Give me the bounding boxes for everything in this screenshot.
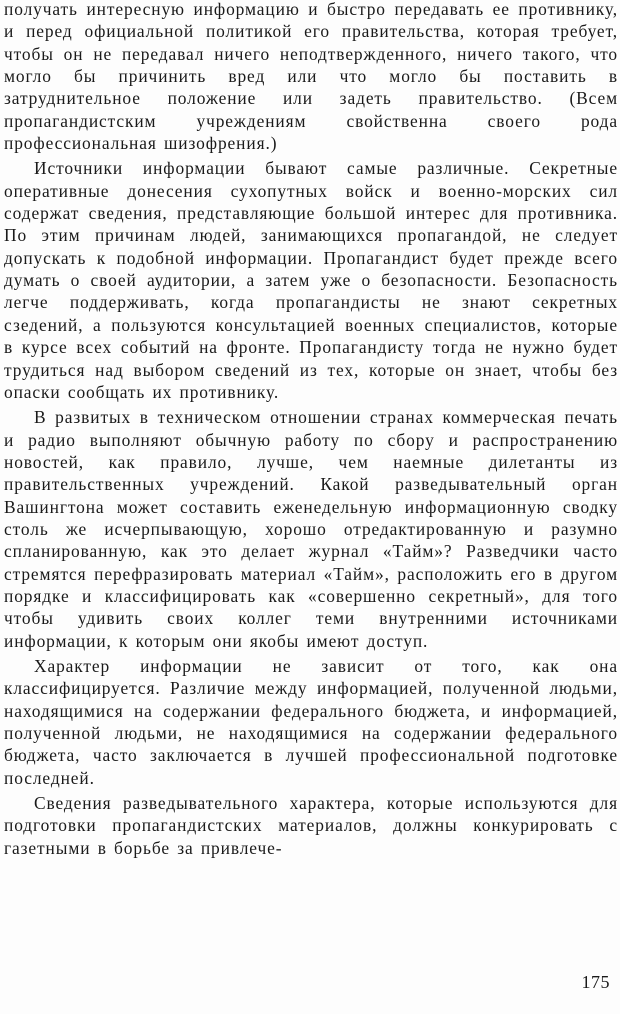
paragraph-2: Источники информации бывают самые различные. Секретные оперативные донесения сухопутных войск и военно-морских сил содержат сведения, представляющие большой интерес для противника. По этим причинам людей, занимающихся пропагандой, не следует допускать к подобной информации. Пропагандист будет прежде всего думать о своей аудитории, а затем уже о безопасности. Безопасность легче поддерживать, когда пропагандисты не знают секретных сзедений, а пользуются консультацией военных специалистов, которые в курсе всех событий на фронте. Пропагандисту тогда не нужно будет трудиться над выбором сведений из тех, которые он знает, чтобы без опаски сообщать их противнику. <box>4 158 618 402</box>
paragraph-4: Характер информации не зависит от того, как она классифицируется. Различие между информацией, полученной людьми, находящимися на содержании федерального бюджета, и информацией, полученной людьми, не находящимися на содержании федерального бюджета, часто заключается в лучшей профессиональной подготовке последней. <box>4 655 618 788</box>
paragraph-3: В развитых в техническом отношении странах коммерческая печать и радио выполняют обычную работу по сбору и распространению новостей, как правило, лучше, чем наемные дилетанты из правительственных учреждений. Какой разведывательный орган Вашингтона может составить еженедельную информационную сводку столь же исчерпывающую, хорошо отредактированную и разумно спланированную, как это делает журнал «Тайм»? Разведчики часто стремятся перефразировать материал «Тайм», расположить его в другом порядке и классифицировать как «совершенно секретный», для того чтобы удивить своих коллег теми внутренними источниками информации, к которым они якобы имеют доступ. <box>4 407 618 651</box>
page-body-text <box>4 0 618 862</box>
page-number: 175 <box>581 972 610 992</box>
paragraph-1: получать интересную информацию и быстро передавать ее противнику, и перед официальной политикой его правительства, которая требует, чтобы он не передавал ничего неподтвержденного, ничего такого, что могло бы причинить вред или что могло бы поставить в затруднительное положение или задеть правительство. (Всем пропагандистским учреждениям свойственна своего рода профессиональная шизофрения.) <box>4 0 618 154</box>
paragraph-5: Сведения разведывательного характера, которые используются для подготовки пропагандистских материалов, должны конкурировать с газетными в борьбе за привлече- <box>4 793 618 858</box>
